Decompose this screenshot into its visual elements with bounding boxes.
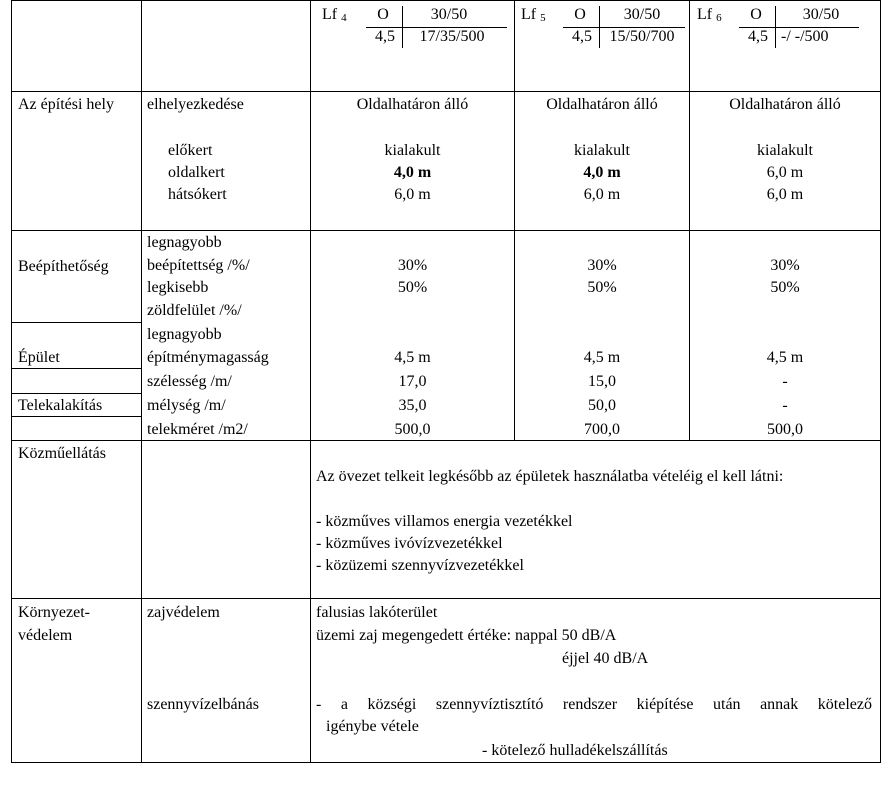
row-border-plot-bottom (11, 416, 141, 417)
row-border-building (11, 368, 141, 369)
zone-ratio: 30/50 (430, 6, 468, 23)
plot-size-label: telekméret /m2/ (147, 421, 248, 438)
zone-o: O (750, 6, 762, 23)
front-yard-lf6: kialakult (757, 142, 813, 159)
min-green-label-1: legkisebb (147, 279, 209, 296)
category-site: Az építési hely (18, 96, 114, 113)
front-yard-lf4: kialakult (384, 142, 441, 159)
zone-ratio: 30/50 (802, 6, 840, 23)
plot-depth-lf6: - (782, 397, 788, 414)
side-yard-label: oldalkert (168, 164, 225, 181)
max-coverage-label-1: legnagyobb (147, 234, 222, 251)
plot-depth-lf4: 35,0 (398, 397, 427, 414)
zone-code: Lf $_4$ (322, 6, 347, 24)
rear-yard-lf4: 6,0 m (394, 186, 431, 203)
row-border-plot-top (11, 393, 141, 394)
min-green-lf5: 50% (587, 279, 617, 296)
zone-height: 4,5 (572, 28, 592, 45)
zone-vline (775, 6, 776, 48)
zone-hline (563, 27, 685, 28)
plot-width-lf6: - (782, 373, 788, 390)
sewage-label: szennyvízelbánás (147, 696, 259, 713)
min-green-lf6: 50% (770, 279, 800, 296)
sewage-text-3: - kötelező hulladékelszállítás (482, 742, 668, 759)
zone-header-lf6 (697, 6, 877, 50)
plot-size-lf4: 500,0 (394, 421, 431, 438)
rear-yard-lf6: 6,0 m (766, 186, 804, 203)
noise-text-1: falusias lakóterület (316, 604, 438, 621)
plot-width-lf5: 15,0 (588, 373, 616, 390)
max-coverage-lf6: 30% (770, 257, 800, 274)
col-border-right (880, 0, 881, 763)
zone-height: 4,5 (748, 28, 768, 45)
category-utilities: Közműellátás (18, 445, 106, 462)
zone-header-lf5 (521, 6, 686, 50)
site-location-label: elhelyezkedése (147, 96, 244, 113)
noise-text-2: üzemi zaj megengedett értéke: nappal 50 dB/A (316, 627, 617, 644)
side-yard-lf5: 4,0 m (583, 164, 621, 181)
plot-depth-lf5: 50,0 (588, 397, 616, 414)
height-lf6: 4,5 m (766, 349, 804, 366)
plot-width-lf4: 17,0 (398, 373, 427, 390)
plot-size-lf6: 500,0 (767, 421, 803, 438)
zone-code: Lf $_5$ (521, 6, 546, 24)
sewage-text-1: - a községi szennyvíztisztító rendszer kiépítése után annak kötelező (316, 696, 872, 713)
min-green-lf4: 50% (397, 279, 428, 296)
plot-width-label: szélesség /m/ (147, 373, 232, 390)
noise-label: zajvédelem (147, 604, 220, 621)
front-yard-lf5: kialakult (574, 142, 630, 159)
height-lf4: 4,5 m (394, 349, 431, 366)
zone-height: 4,5 (375, 28, 395, 45)
zone-hline (739, 27, 859, 28)
utility-item-sewage: - közüzemi szennyvízvezetékkel (316, 557, 524, 574)
rear-yard-label: hátsókert (168, 186, 227, 203)
col-border-left (11, 0, 12, 763)
height-lf5: 4,5 m (583, 349, 621, 366)
zone-ratio: 30/50 (623, 6, 661, 23)
noise-text-3: éjjel 40 dB/A (562, 650, 649, 667)
plot-depth-label: mélység /m/ (147, 397, 226, 414)
min-green-label-2: zöldfelület /%/ (147, 302, 242, 319)
height-label-2: építménymagasság (147, 349, 269, 366)
category-plot: Telekalakítás (18, 397, 103, 414)
max-coverage-lf5: 30% (587, 257, 617, 274)
utilities-intro: Az övezet telkeit legkésőbb az épületek használatba vételéig el kell látni: (316, 468, 784, 485)
plot-size-lf5: 700,0 (584, 421, 620, 438)
category-buildability: Beépíthetőség (18, 258, 109, 275)
zone-vline (402, 6, 403, 48)
zone-o: O (574, 6, 586, 23)
side-yard-lf4: 4,0 m (393, 164, 432, 181)
zone-params: 15/50/700 (609, 28, 675, 45)
col-border-2 (141, 0, 142, 763)
utility-item-electric: - közműves villamos energia vezetékkel (316, 513, 573, 530)
zone-code: Lf $_6$ (697, 6, 722, 24)
zone-params: 17/35/500 (419, 28, 485, 45)
zone-hline (366, 27, 507, 28)
utility-item-water: - közműves ivóvízvezetékkel (316, 535, 503, 552)
site-location-lf4: Oldalhatáron álló (356, 96, 469, 113)
zone-vline (599, 6, 600, 48)
max-coverage-lf4: 30% (397, 257, 428, 274)
zone-header-lf4 (322, 6, 507, 50)
site-location-lf6: Oldalhatáron álló (729, 96, 841, 113)
height-label-1: legnagyobb (147, 326, 222, 343)
category-environment-1: Környezet- (18, 604, 90, 621)
side-yard-lf6: 6,0 m (766, 164, 804, 181)
category-environment-2: védelem (18, 627, 73, 644)
rear-yard-lf5: 6,0 m (583, 186, 621, 203)
row-border-build (11, 322, 141, 323)
front-yard-label: előkert (168, 142, 213, 159)
zone-params: -/ -/500 (781, 28, 829, 45)
sewage-text-2: igénybe vétele (326, 718, 419, 735)
zone-o: O (377, 6, 389, 23)
max-coverage-label-2: beépítettség /%/ (147, 257, 250, 274)
category-building: Épület (18, 349, 60, 366)
site-location-lf5: Oldalhatáron álló (546, 96, 658, 113)
